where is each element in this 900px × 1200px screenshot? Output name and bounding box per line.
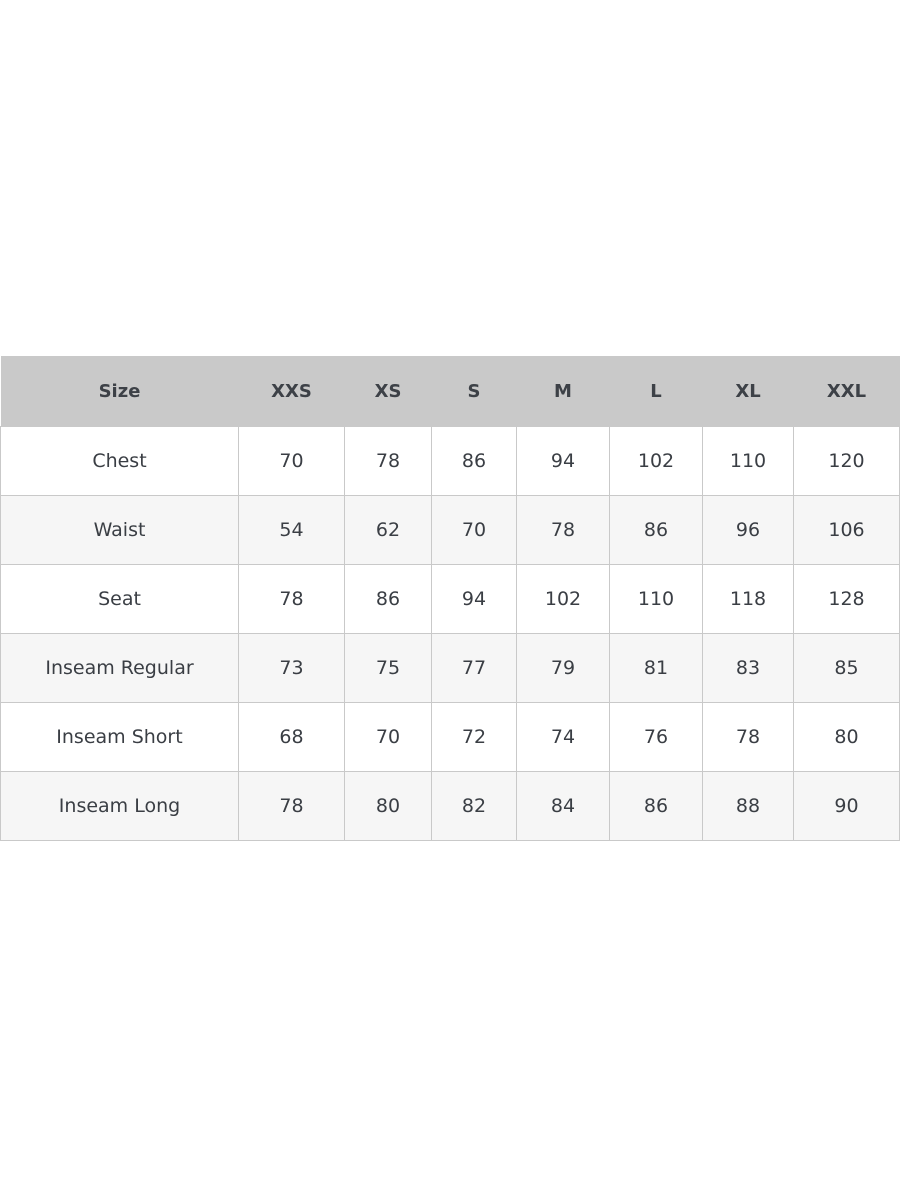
table-cell: 94 — [432, 565, 517, 634]
table-cell: 78 — [703, 703, 794, 772]
table-cell: 70 — [345, 703, 432, 772]
table-cell: 77 — [432, 634, 517, 703]
table-row-waist — [1, 496, 900, 565]
table-cell: 78 — [239, 565, 345, 634]
size-chart-body — [1, 427, 900, 841]
table-cell: 86 — [345, 565, 432, 634]
header-size-l: L — [610, 356, 703, 427]
table-cell: 128 — [794, 565, 900, 634]
size-chart-table — [0, 356, 900, 841]
table-cell: 78 — [517, 496, 610, 565]
table-cell: 96 — [703, 496, 794, 565]
header-size-xs: XS — [345, 356, 432, 427]
table-cell: 86 — [432, 427, 517, 496]
table-cell: 88 — [703, 772, 794, 841]
table-cell: 118 — [703, 565, 794, 634]
row-label-inseam-long: Inseam Long — [1, 772, 239, 841]
table-cell: 78 — [239, 772, 345, 841]
table-row-seat — [1, 565, 900, 634]
table-cell: 86 — [610, 496, 703, 565]
table-cell: 86 — [610, 772, 703, 841]
table-cell: 81 — [610, 634, 703, 703]
table-row-inseam-long — [1, 772, 900, 841]
table-cell: 85 — [794, 634, 900, 703]
table-cell: 94 — [517, 427, 610, 496]
table-cell: 74 — [517, 703, 610, 772]
row-label-waist: Waist — [1, 496, 239, 565]
header-size-xl: XL — [703, 356, 794, 427]
header-row — [1, 356, 900, 427]
table-row-inseam-short — [1, 703, 900, 772]
table-cell: 70 — [432, 496, 517, 565]
header-size-xxs: XXS — [239, 356, 345, 427]
table-cell: 102 — [517, 565, 610, 634]
table-cell: 75 — [345, 634, 432, 703]
row-label-chest: Chest — [1, 427, 239, 496]
table-row-chest — [1, 427, 900, 496]
header-size-m: M — [517, 356, 610, 427]
table-cell: 70 — [239, 427, 345, 496]
table-cell: 80 — [794, 703, 900, 772]
table-row-inseam-regular — [1, 634, 900, 703]
size-chart-header — [1, 356, 900, 427]
table-cell: 68 — [239, 703, 345, 772]
table-cell: 72 — [432, 703, 517, 772]
table-cell: 82 — [432, 772, 517, 841]
table-cell: 83 — [703, 634, 794, 703]
table-cell: 79 — [517, 634, 610, 703]
table-cell: 73 — [239, 634, 345, 703]
header-size-s: S — [432, 356, 517, 427]
table-cell: 90 — [794, 772, 900, 841]
table-cell: 102 — [610, 427, 703, 496]
row-label-inseam-short: Inseam Short — [1, 703, 239, 772]
table-cell: 84 — [517, 772, 610, 841]
table-cell: 110 — [610, 565, 703, 634]
table-cell: 76 — [610, 703, 703, 772]
table-cell: 54 — [239, 496, 345, 565]
table-cell: 80 — [345, 772, 432, 841]
table-cell: 120 — [794, 427, 900, 496]
header-label-size: Size — [1, 356, 239, 427]
table-cell: 62 — [345, 496, 432, 565]
table-cell: 106 — [794, 496, 900, 565]
row-label-seat: Seat — [1, 565, 239, 634]
header-size-xxl: XXL — [794, 356, 900, 427]
table-cell: 78 — [345, 427, 432, 496]
row-label-inseam-regular: Inseam Regular — [1, 634, 239, 703]
table-cell: 110 — [703, 427, 794, 496]
